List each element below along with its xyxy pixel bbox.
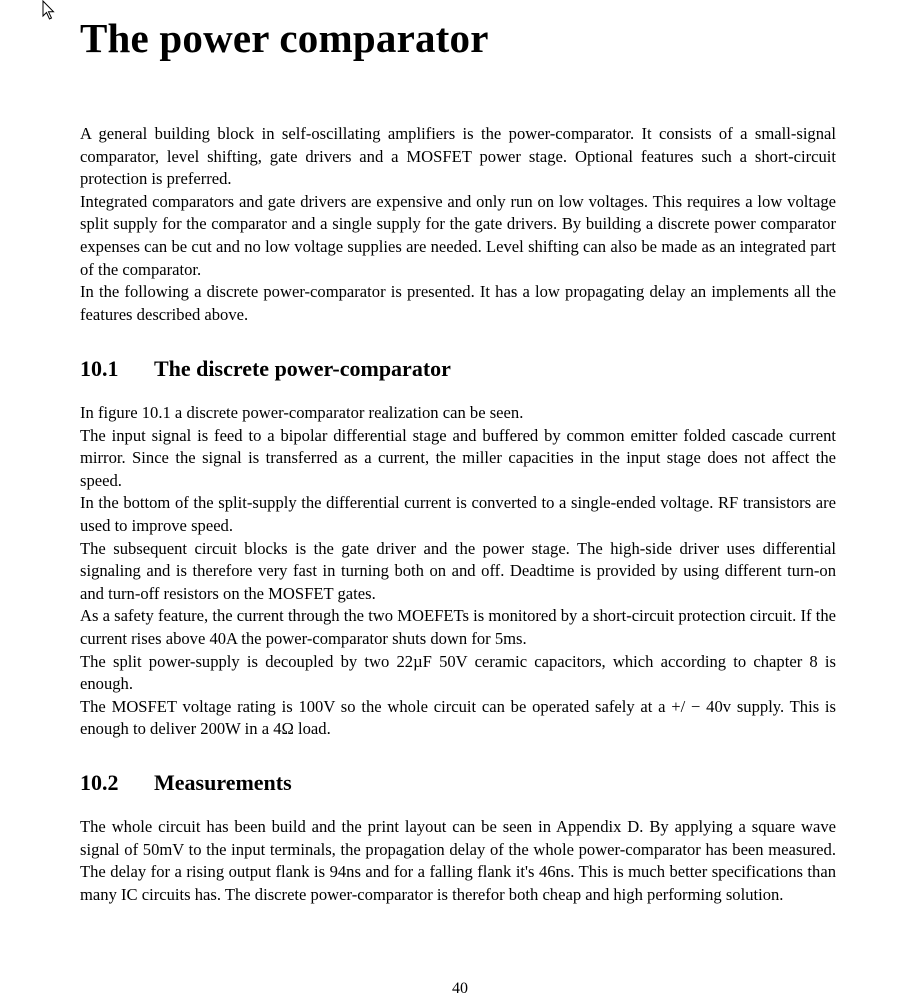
paragraph: In the bottom of the split-supply the differential current is converted to a single-ended voltage. RF transistors are used to improve speed. (80, 493, 836, 535)
paragraph: In figure 10.1 a discrete power-comparator realization can be seen. (80, 403, 524, 422)
section-title: Measurements (154, 770, 292, 795)
section-number: 10.1 (80, 356, 119, 381)
paragraph: The subsequent circuit blocks is the gate driver and the power stage. The high-side driver uses differential signaling and is therefore very fast in turning both on and off. Deadtime is provided by using different turn-on and turn-off resistors on the MOSFET gates. (80, 538, 836, 603)
page-number: 40 (452, 980, 468, 997)
section-10-1-text (80, 402, 836, 741)
section-10-2-text (80, 816, 836, 906)
section-heading-10-1 (80, 356, 451, 382)
paragraph: Integrated comparators and gate drivers are expensive and only run on low voltages. This requires a low voltage split supply for the comparator and a single supply for the gate drivers. By building a discrete power comparator expenses can be cut and no low voltage supplies are needed. Level shifting can also be made as an integrated part of the comparator. (80, 191, 836, 279)
mouse-pointer-icon (42, 0, 56, 20)
section-title: The discrete power-comparator (154, 356, 451, 381)
paragraph: The whole circuit has been build and the print layout can be seen in Appendix D. By applying a square wave signal of 50mV to the input terminals, the propagation delay of the whole power-comparator has been measured. The delay for a rising output flank is 94ns and for a falling flank it's 46ns. This is much better specifications than many IC circuits has. The discrete power-comparator is therefor both cheap and high performing solution. (80, 817, 836, 904)
section-number: 10.2 (80, 770, 119, 795)
paragraph: The MOSFET voltage rating is 100V so the whole circuit can be operated safely at a +/ − 40v supply. This is enough to deliver 200W in a 4Ω load. (80, 696, 836, 739)
paragraph: In the following a discrete power-comparator is presented. It has a low propagating delay an implements all the features described above. (80, 282, 836, 324)
paragraph: The input signal is feed to a bipolar differential stage and buffered by common emitter folded cascade current mirror. Since the signal is transferred as a current, the miller capacities in the input stage does not affect the speed. (80, 425, 836, 490)
chapter-title: The power comparator (80, 15, 489, 61)
section-heading-10-2 (80, 770, 292, 796)
paragraph: As a safety feature, the current through the two MOEFETs is monitored by a short-circuit protection circuit. If the current rises above 40A the power-comparator shuts down for 5ms. (80, 606, 836, 648)
intro-text (80, 123, 836, 326)
paragraph: The split power-supply is decoupled by two 22µF 50V ceramic capacitors, which according to chapter 8 is enough. (80, 651, 836, 694)
paragraph: A general building block in self-oscillating amplifiers is the power-comparator. It consists of a small-signal comparator, level shifting, gate drivers and a MOSFET power stage. Optional features such a short-circuit protection is preferred. (80, 124, 836, 189)
